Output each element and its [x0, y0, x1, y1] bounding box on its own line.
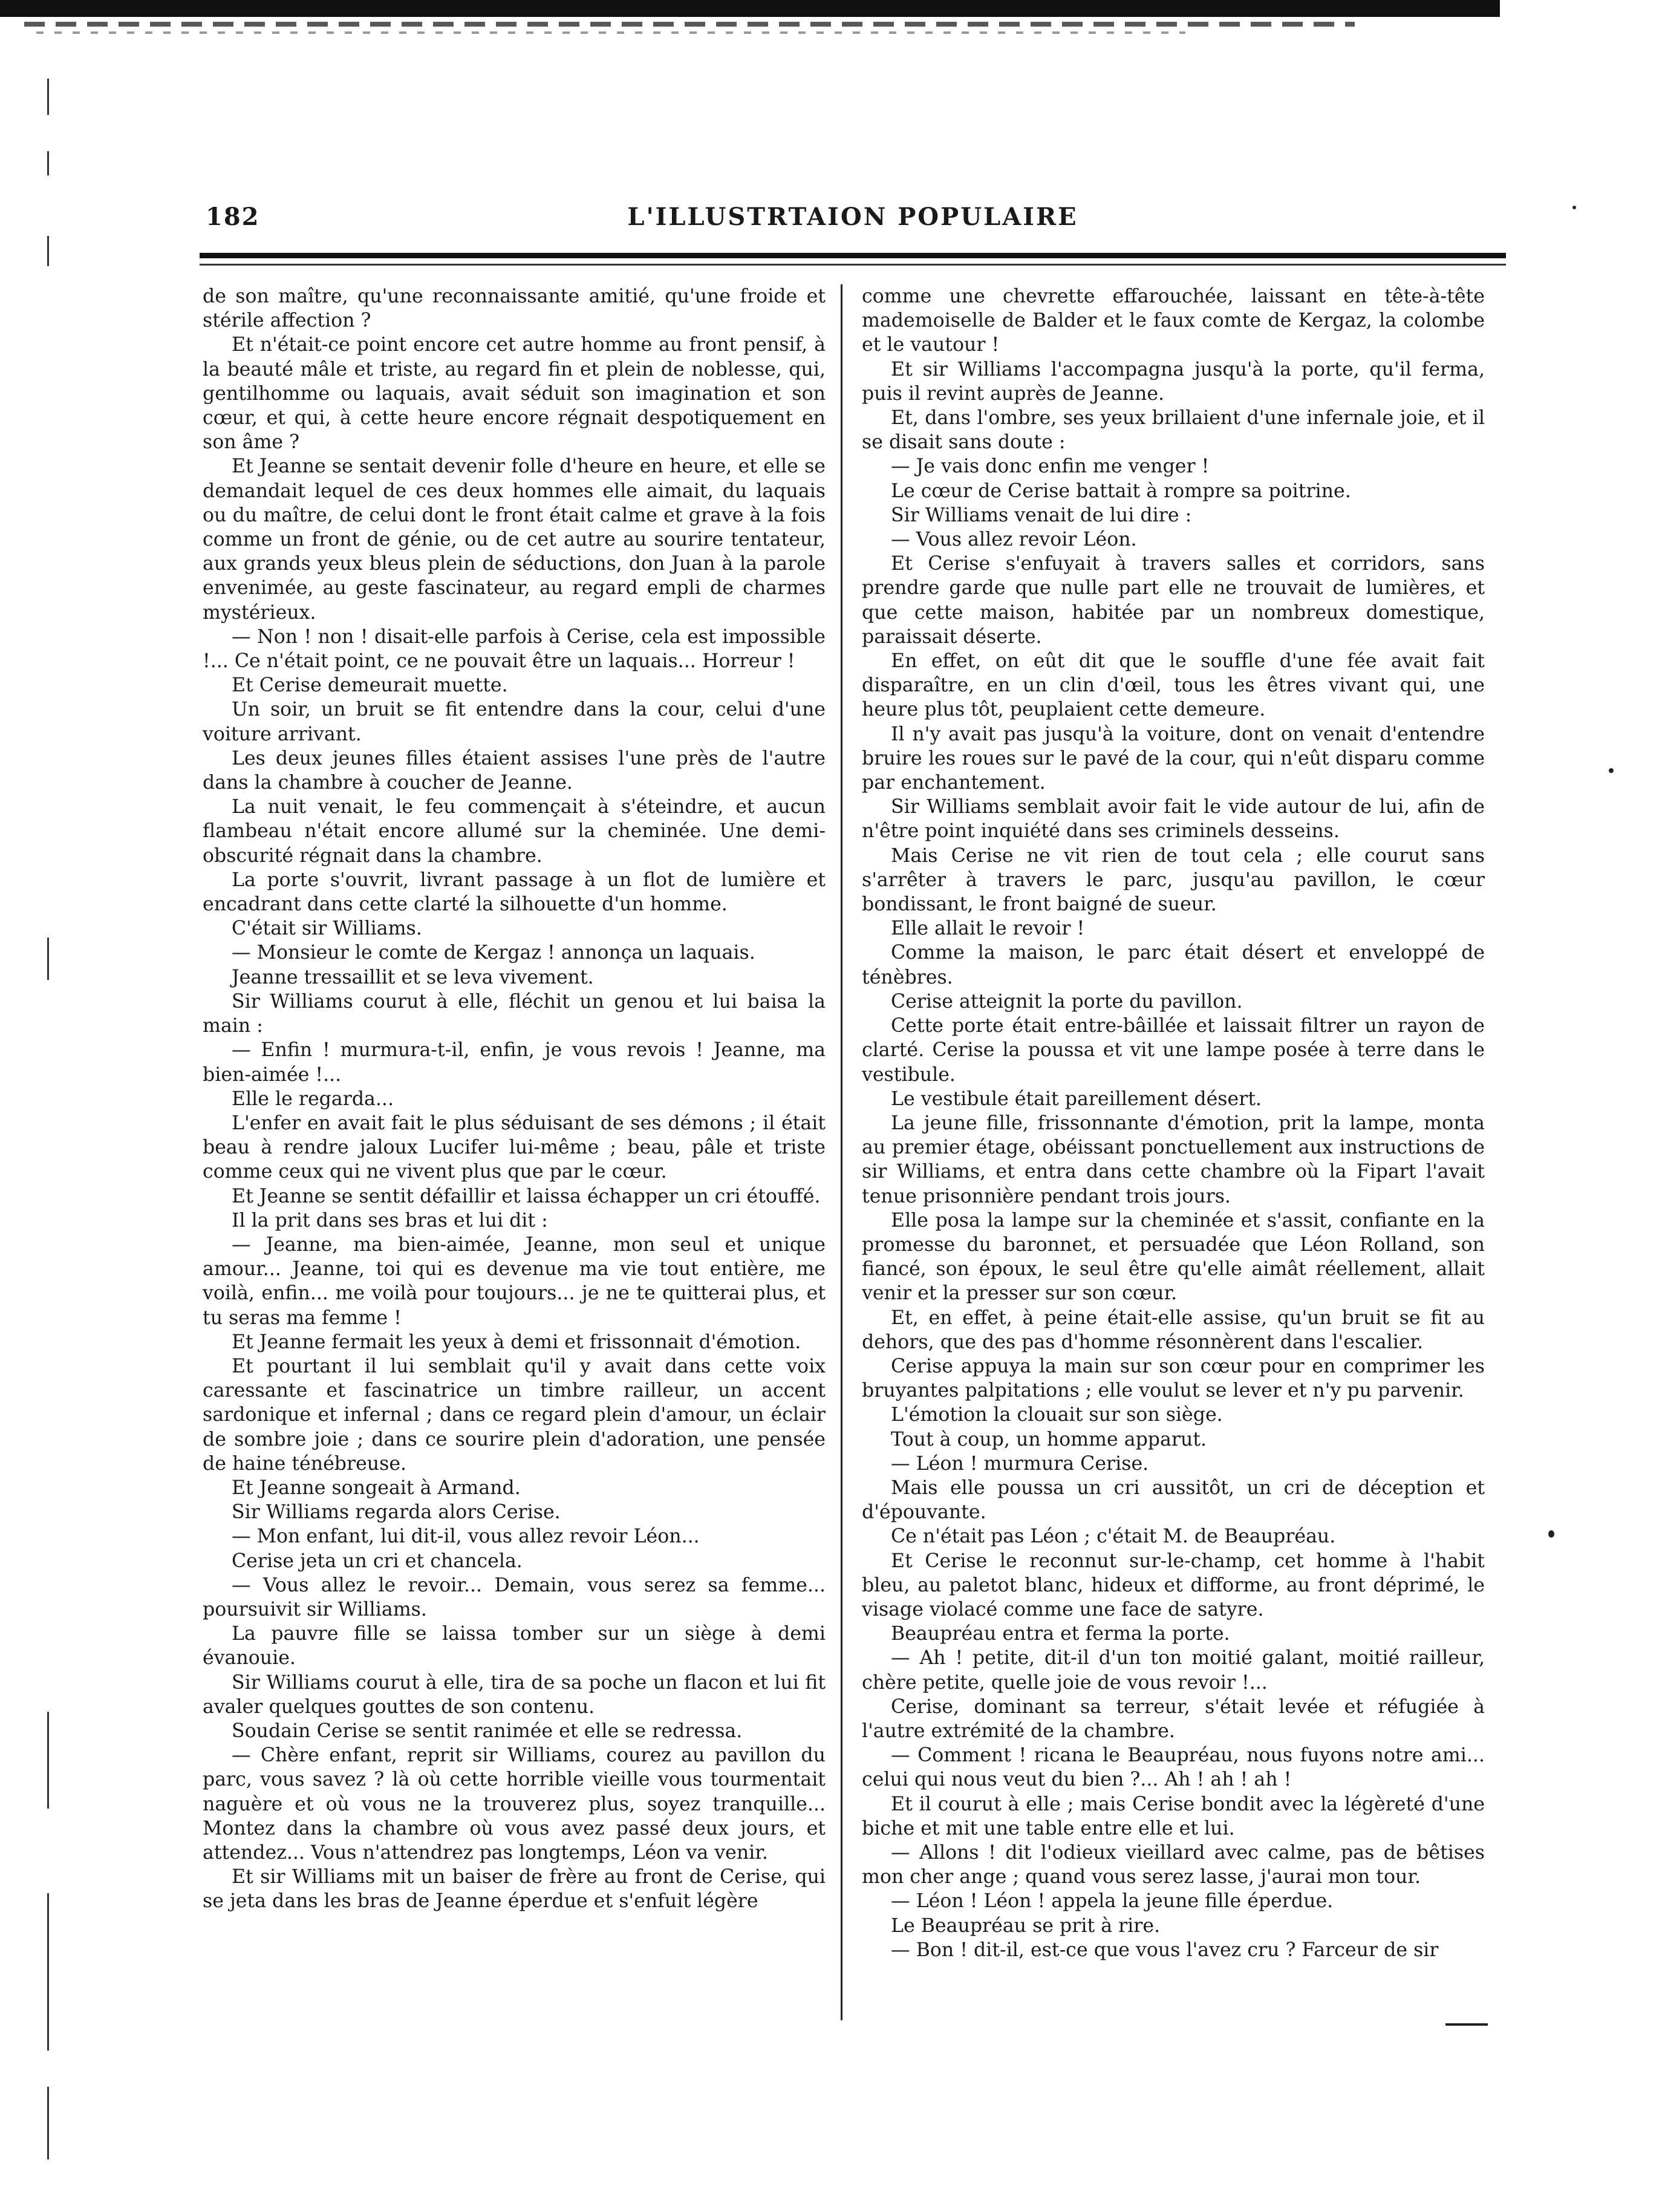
paragraph: Sir Williams courut à elle, fléchit un genou et lui baisa la main :: [203, 990, 826, 1037]
paragraph: Elle allait le revoir !: [891, 918, 1085, 940]
paragraph: Cerise jeta un cri et chancela.: [232, 1550, 523, 1572]
paragraph: Et Jeanne se sentait devenir folle d'heure en heure, et elle se demandait lequel de ces deux hommes elle aimait, du laquais ou du maître, de celui dont le front était calme et grave à la fois comme un front de génie, ou de cet autre au sourire tentateur, aux grands yeux bleus plein de séductions, don Juan à la parole envenimée, au geste fascinateur, au regard empli de charmes mystérieux.: [203, 455, 826, 624]
paragraph: — Jeanne, ma bien-aimée, Jeanne, mon seul et unique amour... Jeanne, toi qui es devenue ma vie tout entière, me voilà, enfin... me voilà pour toujours... je ne te quitterai plus, et tu seras ma femme !: [203, 1233, 826, 1329]
page-header: [194, 197, 1512, 245]
scan-margin-marks: [42, 79, 57, 2196]
paragraph: Et Cerise demeurait muette.: [232, 674, 508, 697]
paragraph: Sir Williams semblait avoir fait le vide autour de lui, afin de n'être point inquiété dans ses criminels desseins.: [862, 796, 1485, 843]
paragraph: — Vous allez le revoir... Demain, vous serez sa femme... poursuivit sir Williams.: [203, 1574, 826, 1620]
paragraph: Ce n'était pas Léon ; c'était M. de Beaupréau.: [891, 1525, 1336, 1548]
paragraph: Et, en effet, à peine était-elle assise, qu'un bruit se fit au dehors, que des pas d'homme résonnèrent dans l'escalier.: [862, 1307, 1485, 1353]
scan-artifact-top: [0, 0, 1665, 48]
paragraph: — Je vais donc enfin me venger !: [891, 455, 1210, 478]
paragraph: — Vous allez revoir Léon.: [891, 529, 1137, 551]
paragraph: Le cœur de Cerise battait à rompre sa poitrine.: [891, 480, 1351, 502]
paragraph: La pauvre fille se laissa tomber sur un siège à demi évanouie.: [203, 1623, 826, 1669]
paragraph: — Ah ! petite, dit-il d'un ton moitié galant, moitié railleur, chère petite, quelle joie de vous revoir !...: [862, 1647, 1485, 1694]
paragraph: Sir Williams regarda alors Cerise.: [232, 1501, 561, 1524]
paragraph: Cerise atteignit la porte du pavillon.: [891, 990, 1243, 1013]
paragraph: Soudain Cerise se sentit ranimée et elle se redressa.: [232, 1720, 743, 1742]
column-divider: [841, 284, 842, 2020]
paragraph: — Non ! non ! disait-elle parfois à Cerise, cela est impossible !... Ce n'était point, ce ne pouvait être un laquais... Horreur !: [203, 625, 826, 673]
paragraph: Cette porte était entre-bâillée et laissait filtrer un rayon de clarté. Cerise la poussa et vit une lampe posée à terre dans le vestibule.: [862, 1015, 1485, 1086]
paragraph: Cerise appuya la main sur son cœur pour en comprimer les bruyantes palpitations ; elle voulut se lever et n'y pu parvenir.: [862, 1355, 1485, 1402]
paragraph: Et sir Williams mit un baiser de frère au front de Cerise, qui se jeta dans les bras de Jeanne éperdue et s'enfuit légère: [203, 1866, 826, 1913]
paragraph: Beaupréau entra et ferma la porte.: [891, 1623, 1230, 1645]
paragraph: Les deux jeunes filles étaient assises l'une près de l'autre dans la chambre à coucher de Jeanne.: [203, 747, 826, 794]
paragraph: Et il courut à elle ; mais Cerise bondit avec la légèreté d'une biche et mit une table entre elle et lui.: [862, 1793, 1485, 1839]
paragraph: — Léon ! Léon ! appela la jeune fille éperdue.: [891, 1890, 1334, 1913]
scan-speck: [1548, 1530, 1554, 1538]
header-rule-thin: [200, 264, 1506, 266]
paragraph: L'émotion la clouait sur son siège.: [891, 1404, 1223, 1426]
paragraph: Sir Williams venait de lui dire :: [891, 504, 1192, 526]
paragraph: Il n'y avait pas jusqu'à la voiture, dont on venait d'entendre bruire les roues sur le pavé de la cour, qui n'eût disparu comme par enchantement.: [862, 723, 1485, 794]
paragraph: Tout à coup, un homme apparut.: [891, 1428, 1207, 1450]
scan-speck: [1572, 206, 1576, 209]
paragraph: — Monsieur le comte de Kergaz ! annonça un laquais.: [232, 942, 755, 964]
paragraph: Et pourtant il lui semblait qu'il y avait dans cette voix caressante et fascinatrice un timbre railleur, un accent sardonique et infernal ; dans ce regard plein d'amour, un éclair de sombre joie ; dans ce sourire plein d'adoration, une pensée de haine ténébreuse.: [203, 1355, 826, 1475]
paragraph: Jeanne tressaillit et se leva vivement.: [232, 966, 594, 988]
paragraph: Mais elle poussa un cri aussitôt, un cri de déception et d'épouvante.: [862, 1476, 1485, 1524]
paragraph: — Enfin ! murmura-t-il, enfin, je vous revois ! Jeanne, ma bien-aimée !...: [203, 1039, 826, 1086]
paragraph: Et Cerise le reconnut sur-le-champ, cet homme à l'habit bleu, au paletot blanc, hideux et difforme, au front déprimé, le visage violacé comme une face de satyre.: [862, 1550, 1485, 1620]
paragraph: de son maître, qu'une reconnaissante amitié, qu'une froide et stérile affection ?: [203, 285, 826, 332]
paragraph: Cerise, dominant sa terreur, s'était levée et réfugiée à l'autre extrémité de la chambre.: [862, 1695, 1485, 1742]
page-number: 182: [206, 203, 260, 231]
right-column: [862, 284, 1485, 2123]
paragraph: Comme la maison, le parc était désert et enveloppé de ténèbres.: [862, 942, 1485, 988]
paragraph: Et Cerise s'enfuyait à travers salles et corridors, sans prendre garde que nulle part elle ne trouvait de lumières, et que cette maison, habitée par un nombreux domestique, paraissait déserte.: [862, 553, 1485, 648]
paragraph: C'était sir Williams.: [232, 918, 422, 940]
paragraph: — Bon ! dit-il, est-ce que vous l'avez cru ? Farceur de sir: [891, 1939, 1439, 1961]
paragraph: — Chère enfant, reprit sir Williams, courez au pavillon du parc, vous savez ? là où cette horrible vieille vous tourmentait naguère et où vous ne la trouverez plus, soyez tranquille... Montez dans la chambre où vous avez passé deux jours, et attendez... Vous n'attendrez pas longtemps, Léon va venir.: [203, 1744, 826, 1864]
left-column: [203, 284, 826, 2123]
bottom-rule: [1445, 2023, 1488, 2026]
paragraph: — Léon ! murmura Cerise.: [891, 1452, 1149, 1475]
running-title: L'ILLUSTRTAION POPULAIRE: [627, 203, 1078, 231]
paragraph: Et sir Williams l'accompagna jusqu'à la porte, qu'il ferma, puis il revint auprès de Jeanne.: [862, 358, 1485, 405]
paragraph: Sir Williams courut à elle, tira de sa poche un flacon et lui fit avaler quelques gouttes de son contenu.: [203, 1671, 826, 1718]
paragraph: comme une chevrette effarouchée, laissant en tête-à-tête mademoiselle de Balder et le faux comte de Kergaz, la colombe et le vautour !: [862, 285, 1485, 356]
paragraph: En effet, on eût dit que le souffle d'une fée avait fait disparaître, en un clin d'œil, tous les êtres vivant qui, une heure plus tôt, peuplaient cette demeure.: [862, 650, 1485, 721]
paragraph: Et n'était-ce point encore cet autre homme au front pensif, à la beauté mâle et triste, au regard fin et plein de noblesse, qui, gentilhomme ou laquais, avait séduit son imagination et son cœur, et qui, à cette heure encore régnait despotiquement en son âme ?: [203, 334, 826, 454]
paragraph: La nuit venait, le feu commençait à s'éteindre, et aucun flambeau n'était encore allumé sur la cheminée. Une demi-obscurité régnait dans la chambre.: [203, 796, 826, 867]
paragraph: — Mon enfant, lui dit-il, vous allez revoir Léon...: [232, 1525, 700, 1548]
paragraph: Et Jeanne songeait à Armand.: [232, 1476, 521, 1499]
paragraph: La jeune fille, frissonnante d'émotion, prit la lampe, monta au premier étage, obéissant ponctuellement aux instructions de sir Williams, et entra dans cette chambre où la Fipart l'avait tenue prisonnière pendant trois jours.: [862, 1112, 1485, 1207]
paragraph: La porte s'ouvrit, livrant passage à un flot de lumière et encadrant dans cette clarté la silhouette d'un homme.: [203, 869, 826, 916]
paragraph: Le vestibule était pareillement désert.: [891, 1088, 1262, 1110]
paragraph: Elle posa la lampe sur la cheminée et s'assit, confiante en la promesse du baronnet, et persuadée que Léon Rolland, son fiancé, son époux, le seul être qu'elle aimât réellement, allait venir et la presser sur son cœur.: [862, 1209, 1485, 1305]
paragraph: — Comment ! ricana le Beaupréau, nous fuyons notre ami... celui qui nous veut du bien ?... Ah ! ah ! ah !: [862, 1744, 1485, 1791]
paragraph: Elle le regarda...: [232, 1088, 394, 1110]
paragraph: — Allons ! dit l'odieux vieillard avec calme, pas de bêtises mon cher ange ; quand vous serez lasse, j'aurai mon tour.: [862, 1842, 1485, 1888]
scan-speck: [1609, 768, 1614, 773]
paragraph: Mais Cerise ne vit rien de tout cela ; elle courut sans s'arrêter à travers le parc, jusqu'au pavillon, le cœur bondissant, le front baigné de sueur.: [862, 844, 1485, 916]
paragraph: Il la prit dans ses bras et lui dit :: [232, 1209, 548, 1232]
paragraph: Le Beaupréau se prit à rire.: [891, 1914, 1161, 1937]
header-rule: [200, 253, 1506, 258]
paragraph: Un soir, un bruit se fit entendre dans la cour, celui d'une voiture arrivant.: [203, 699, 826, 745]
paragraph: Et Jeanne fermait les yeux à demi et frissonnait d'émotion.: [232, 1331, 801, 1353]
paragraph: Et, dans l'ombre, ses yeux brillaient d'une infernale joie, et il se disait sans doute :: [862, 407, 1485, 454]
paragraph: Et Jeanne se sentit défaillir et laissa échapper un cri étouffé.: [232, 1185, 821, 1207]
paragraph: L'enfer en avait fait le plus séduisant de ses démons ; il était beau à rendre jaloux Lucifer lui-même ; beau, pâle et triste comme ceux qui ne vivent plus que par le cœur.: [203, 1112, 826, 1183]
